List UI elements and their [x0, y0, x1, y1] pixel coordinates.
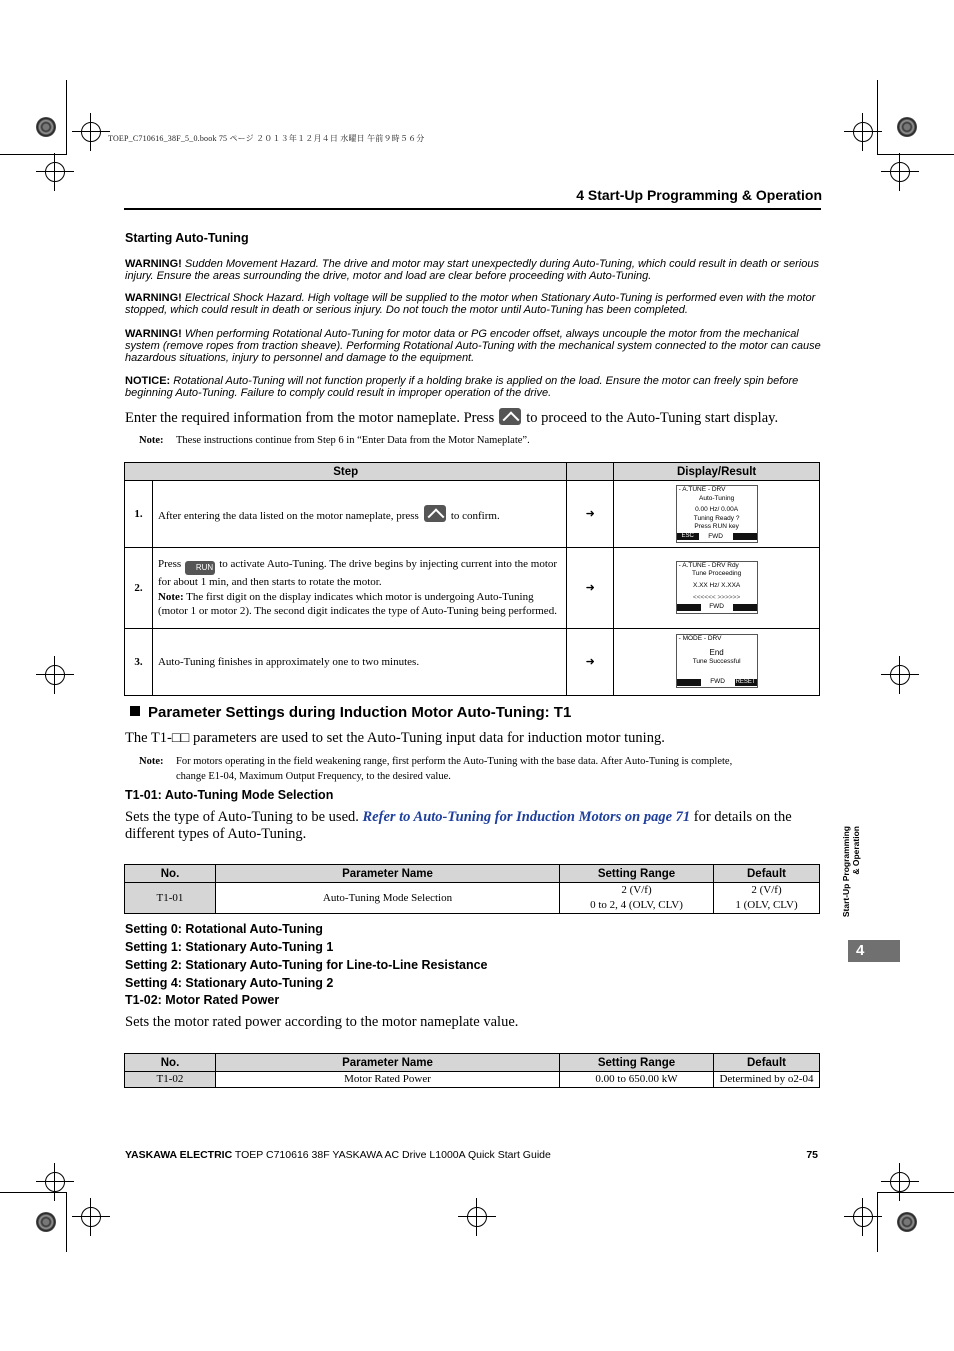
lcd-display: - A.TUNE - DRV Rdy Tune Proceeding X.XX Hz/ X.XXA <<<<<< >>>>>> FWD: [676, 561, 758, 614]
col-step: Step: [125, 463, 567, 481]
crop-mark-top-left: [81, 122, 101, 142]
crop-mark-bottom-right-2: [853, 1207, 873, 1227]
registration-disc-top-right: [897, 117, 917, 137]
lcd-display: - MODE - DRV End Tune Successful FWD RESET: [676, 634, 758, 689]
crop-line: [66, 1192, 67, 1252]
t1-01-heading: T1-01: Auto-Tuning Mode Selection: [125, 788, 334, 802]
table-row: T1-01 Auto-Tuning Mode Selection 2 (V/f) 0 to 2, 4 (OLV, CLV) 2 (V/f) 1 (OLV, CLV): [125, 883, 820, 914]
arrow-right-icon: ➜: [567, 629, 614, 696]
t1-02-description: Sets the motor rated power according to the motor nameplate value.: [125, 1014, 519, 1030]
table-row: 3. Auto-Tuning finishes in approximately one to two minutes. ➜ - MODE - DRV End Tune Successful FWD RESET: [125, 629, 820, 696]
crop-mark-mid-left: [45, 665, 65, 685]
t1-01-table: No. Parameter Name Setting Range Default T1-01 Auto-Tuning Mode Selection 2 (V/f) 0 to 2, 4 (OLV, CLV) 2 (V/f) 1 (OLV, CLV): [124, 864, 820, 914]
section-title: Parameter Settings during Induction Motor Auto-Tuning: T1: [130, 704, 571, 721]
chapter-tab[interactable]: 4: [848, 940, 900, 962]
crop-mark-bottom-center: [467, 1207, 487, 1227]
crop-mark-mid-right: [890, 665, 910, 685]
bullet-square-icon: [130, 706, 140, 716]
lcd-display: - A.TUNE - DRV Auto-Tuning 0.00 Hz/ 0.00A Tuning Ready ? Press RUN key ESC FWD: [676, 485, 758, 543]
footer: YASKAWA ELECTRIC TOEP C710616 38F YASKAWA AC Drive L1000A Quick Start Guide: [125, 1149, 551, 1161]
crop-line: [0, 1192, 66, 1193]
registration-disc-bottom-right: [897, 1212, 917, 1232]
setting-heading: Setting 2: Stationary Auto-Tuning for Line-to-Line Resistance: [125, 958, 488, 972]
col-display: Display/Result: [614, 463, 820, 481]
crop-mark-top-right-2: [890, 162, 910, 182]
param-intro: The T1-□□ parameters are used to set the Auto-Tuning input data for induction motor tuning.: [125, 730, 665, 746]
crop-line: [877, 154, 954, 155]
up-arrow-key-icon: [424, 505, 446, 522]
registration-disc-bottom-left: [36, 1212, 56, 1232]
col-arrow: [567, 463, 614, 481]
arrow-right-icon: ➜: [567, 481, 614, 548]
chapter-title: 4 Start-Up Programming & Operation: [576, 187, 822, 203]
note: Note: For motors operating in the field weakening range, first perform the Auto-Tuning with the base data. After Auto-Tuning is complete, change E1-04, Maximum Output Frequency, to the desired value.: [139, 756, 733, 782]
setting-heading: Setting 0: Rotational Auto-Tuning: [125, 922, 323, 936]
crop-line: [877, 80, 878, 155]
side-tab-label: Start-Up Programming & Operation: [841, 826, 861, 918]
table-row: 1. After entering the data listed on the motor nameplate, press to confirm. ➜ - A.TUNE - DRV Auto-Tuning 0.00 Hz/ 0.00A Tuning Ready ? Press RUN key ESC FWD: [125, 481, 820, 548]
crop-mark-bottom-left-2: [81, 1207, 101, 1227]
crop-line: [0, 154, 66, 155]
table-row: T1-02 Motor Rated Power 0.00 to 650.00 kW Determined by o2-04: [125, 1072, 820, 1088]
book-header: TOEP_C710616_38F_5_0.book 75 ページ ２０１３年１２月４日 水曜日 午前９時５６分: [108, 134, 425, 143]
crop-mark-bottom-left: [45, 1172, 65, 1192]
setting-heading: Setting 1: Stationary Auto-Tuning 1: [125, 940, 334, 954]
warning-block: WARNING! When performing Rotational Auto-Tuning for motor data or PG encoder offset, always uncouple the motor from the mechanical system (remove ropes from traction sheave). Performing Rotational Auto-Tuning with the mechanical system connected to the motor can cause hazardous situations, injury to personnel and damage to the equipment.: [125, 328, 821, 364]
page-number: 75: [806, 1149, 818, 1161]
warning-block: WARNING! Sudden Movement Hazard. The drive and motor may start unexpectedly during Auto-Tuning, which could result in death or serious injury. Ensure the areas surrounding the drive, motor and load are clear before proceeding with Auto-Tuning.: [125, 258, 819, 282]
t1-01-description: Sets the type of Auto-Tuning to be used. Refer to Auto-Tuning for Induction Motors on page 71 for details on the different types of Auto-Tuning.: [125, 809, 792, 842]
intro-paragraph: Enter the required information from the motor nameplate. Press to proceed to the Auto-Tuning start display.: [125, 410, 779, 426]
crop-mark-top-left-2: [45, 162, 65, 182]
notice-block: NOTICE: Rotational Auto-Tuning will not function properly if a holding brake is applied on the load. Ensure the motor can freely spin before beginning Auto-Tuning. Failure to comply could result in improper operation of the drive.: [125, 375, 799, 399]
crop-mark-bottom-right: [890, 1172, 910, 1192]
arrow-right-icon: ➜: [567, 548, 614, 629]
registration-disc-top-left: [36, 117, 56, 137]
crop-line: [877, 1192, 878, 1252]
note: Note: These instructions continue from Step 6 in “Enter Data from the Motor Nameplate”.: [139, 435, 530, 446]
warning-block: WARNING! Electrical Shock Hazard. High voltage will be supplied to the motor when Stationary Auto-Tuning is performed even with the motor stopped, which could result in death or serious injury. Do not touch the motor until Auto-Tuning has been completed.: [125, 292, 816, 316]
up-arrow-key-icon: [499, 408, 521, 425]
starting-auto-tuning-heading: Starting Auto-Tuning: [125, 231, 249, 245]
setting-heading: Setting 4: Stationary Auto-Tuning 2: [125, 976, 334, 990]
step-table: [124, 462, 820, 696]
table-row: 2. Press RUN to activate Auto-Tuning. The drive begins by injecting current into the motor for about 1 min, and then starts to rotate the motor. Note: The first digit on the display indicates which motor is undergoing Auto-Tuning (motor 1 or motor 2). The second digit indicates the type of Auto-Tuning being performed. ➜ - A.TUNE - DRV Rdy Tune Proceeding X.XX Hz/ X.XXA <<<<<< >>>>>> FWD: [125, 548, 820, 629]
crop-mark-top-right: [853, 122, 873, 142]
t1-02-table: No. Parameter Name Setting Range Default T1-02 Motor Rated Power 0.00 to 650.00 kW Determined by o2-04: [124, 1053, 820, 1088]
run-key-icon: RUN: [185, 561, 215, 575]
crop-line: [877, 1192, 954, 1193]
t1-02-heading: T1-02: Motor Rated Power: [125, 993, 280, 1007]
cross-reference-link[interactable]: Refer to Auto-Tuning for Induction Motors on page 71: [362, 809, 691, 825]
crop-line: [66, 80, 67, 155]
header-rule: [124, 208, 821, 210]
